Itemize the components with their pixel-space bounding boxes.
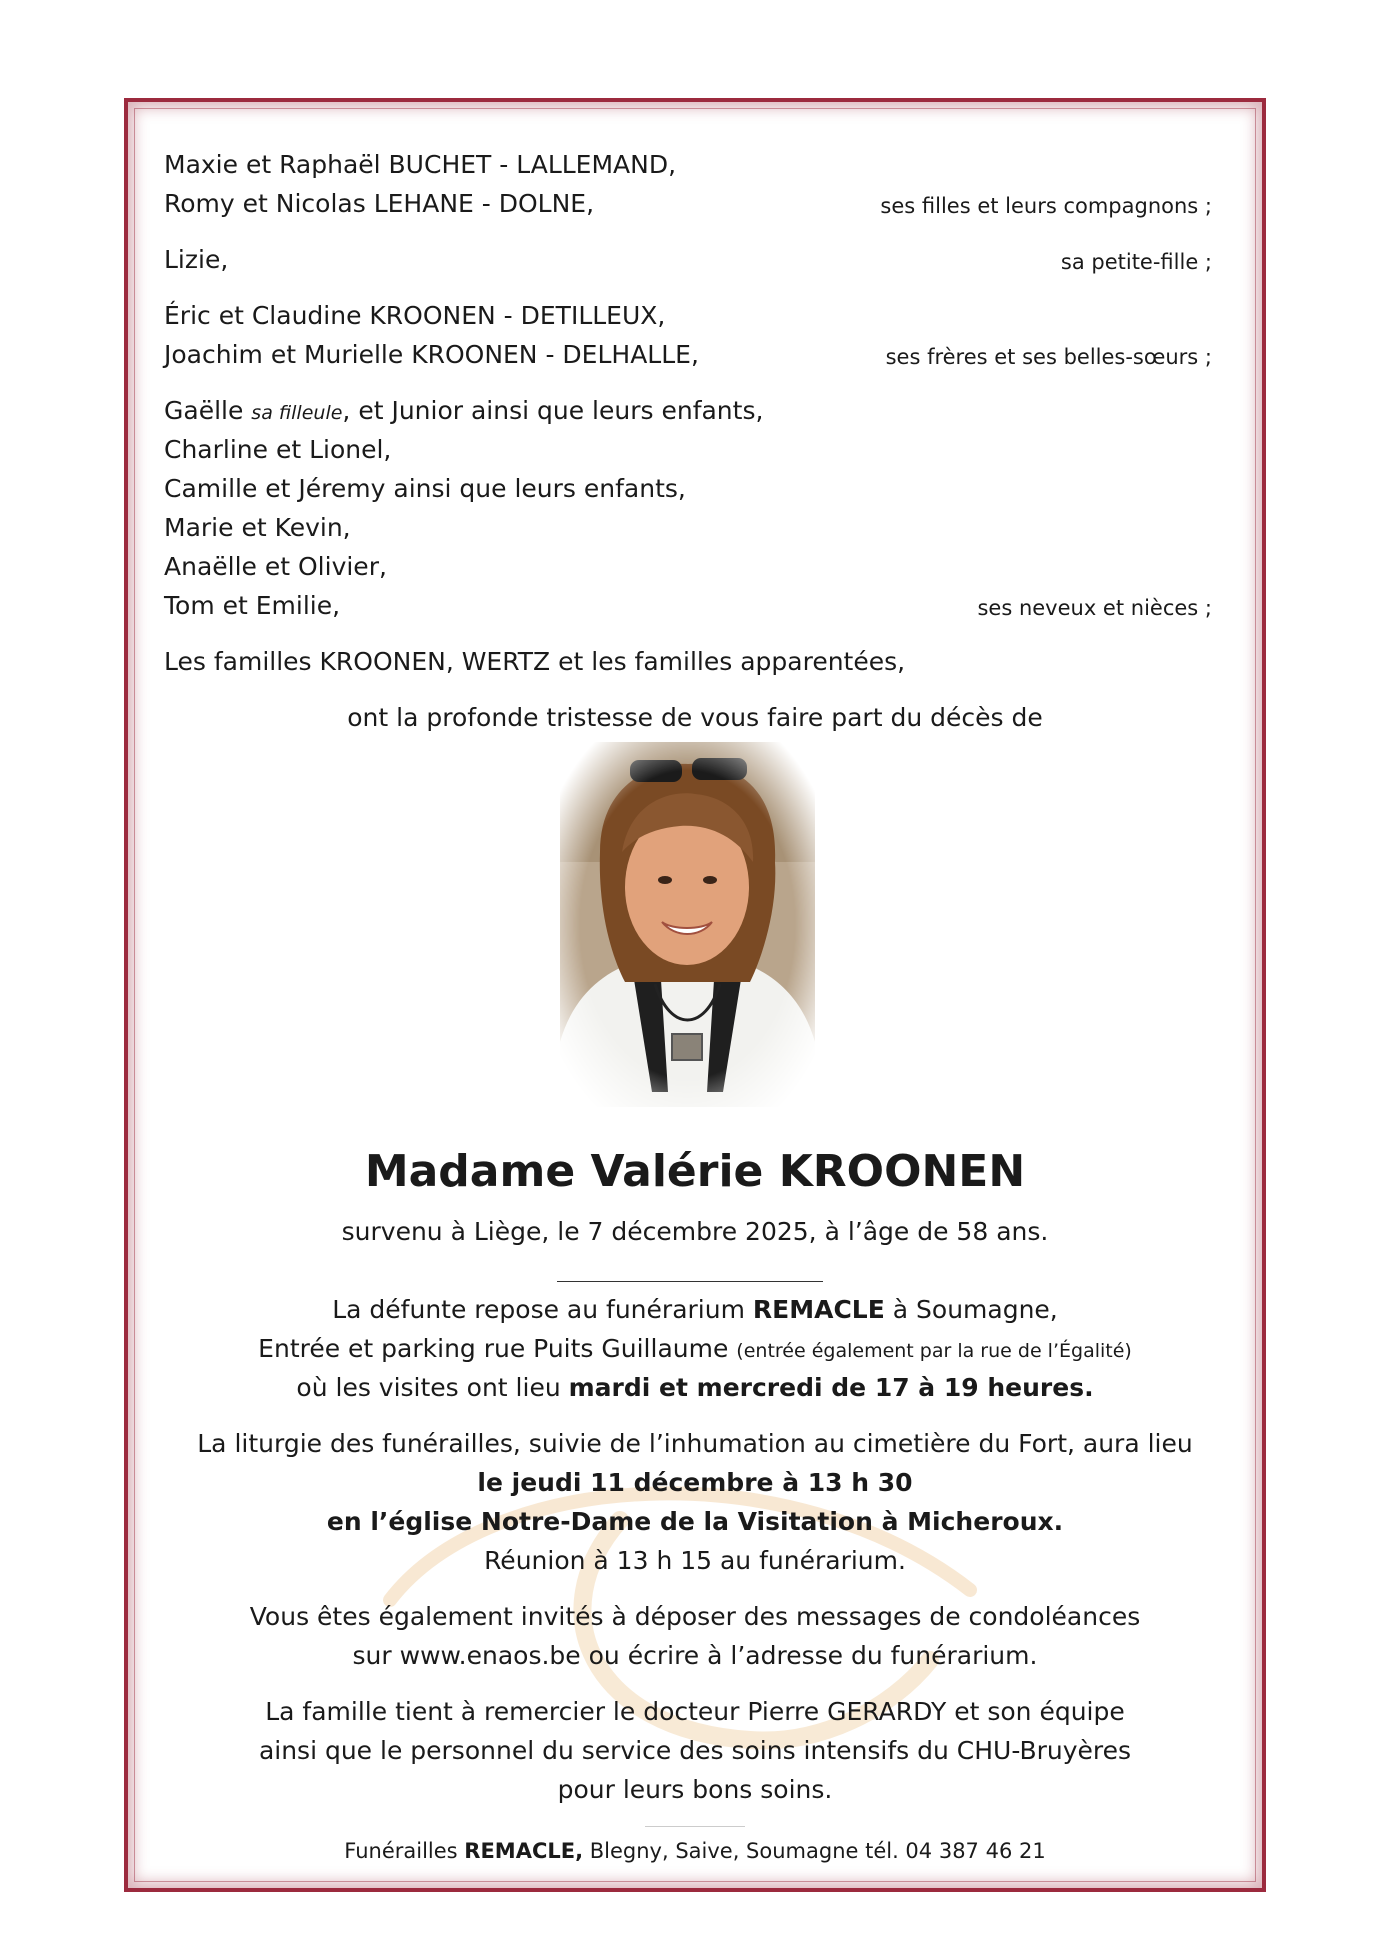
footer-funeral-home: REMACLE, bbox=[464, 1839, 584, 1863]
entrance-text: Entrée et parking rue Puits Guillaume bbox=[258, 1334, 737, 1363]
footer-text-a: Funérailles bbox=[344, 1839, 465, 1863]
separator-line bbox=[557, 1281, 823, 1282]
nephews-line-1-rest: , et Junior ainsi que leurs enfants, bbox=[342, 396, 764, 425]
nephews-role: ses neveux et nièces ; bbox=[977, 596, 1212, 620]
deceased-name: Madame Valérie KROONEN bbox=[364, 1146, 1026, 1197]
visitation-text-a: La défunte repose au funérarium bbox=[332, 1295, 753, 1324]
deceased-portrait bbox=[560, 742, 815, 1107]
nephews-line-4: Marie et Kevin, bbox=[164, 513, 351, 542]
brothers-role: ses frères et ses belles-sœurs ; bbox=[885, 345, 1212, 369]
footer-line bbox=[124, 1836, 1266, 1866]
granddaughter-line: Lizie, bbox=[164, 245, 229, 274]
other-families-line: Les familles KROONEN, WERTZ et les familles apparentées, bbox=[164, 647, 906, 676]
granddaughter-role: sa petite-fille ; bbox=[1060, 250, 1212, 274]
announcement-line: ont la profonde tristesse de vous faire part du décès de bbox=[347, 703, 1043, 732]
visits-schedule: mardi et mercredi de 17 à 19 heures. bbox=[568, 1373, 1094, 1402]
footer-text-c: Blegny, Saive, Soumagne tél. 04 387 46 21 bbox=[583, 1839, 1046, 1863]
goddaughter-note: sa filleule bbox=[251, 402, 343, 424]
entrance-note: (entrée également par la rue de l’Égalité) bbox=[736, 1340, 1132, 1362]
visits-text: où les visites ont lieu bbox=[296, 1373, 569, 1402]
funeral-line-1: La liturgie des funérailles, suivie de l’inhumation au cimetière du Fort, aura lieu bbox=[197, 1429, 1193, 1458]
brothers-line-2: Joachim et Murielle KROONEN - DELHALLE, bbox=[164, 340, 699, 369]
nephews-line-5: Anaëlle et Olivier, bbox=[164, 552, 387, 581]
thanks-line-3: pour leurs bons soins. bbox=[557, 1775, 833, 1804]
nephew-name-gaelle: Gaëlle bbox=[164, 396, 252, 425]
nephews-line-2: Charline et Lionel, bbox=[164, 435, 392, 464]
brothers-line-1: Éric et Claudine KROONEN - DETILLEUX, bbox=[164, 301, 666, 330]
footer-separator bbox=[645, 1826, 745, 1827]
condolences-line-2: sur www.enaos.be ou écrire à l’adresse du funérarium. bbox=[352, 1641, 1038, 1670]
thanks-line-1: La famille tient à remercier le docteur Pierre GERARDY et son équipe bbox=[265, 1697, 1125, 1726]
funeral-church: en l’église Notre-Dame de la Visitation à Micheroux. bbox=[326, 1507, 1064, 1536]
death-details: survenu à Liège, le 7 décembre 2025, à l’âge de 58 ans. bbox=[341, 1217, 1049, 1246]
funeral-home-name: REMACLE bbox=[752, 1295, 885, 1324]
nephews-line-6: Tom et Emilie, bbox=[164, 591, 341, 620]
visitation-line-1 bbox=[124, 1295, 1266, 1325]
visitation-text-c: à Soumagne, bbox=[884, 1295, 1058, 1324]
funeral-meeting: Réunion à 13 h 15 au funérarium. bbox=[484, 1546, 906, 1575]
portrait-illustration bbox=[560, 742, 815, 1107]
thanks-line-2: ainsi que le personnel du service des soins intensifs du CHU-Bruyères bbox=[258, 1736, 1132, 1765]
visitation-line-2 bbox=[124, 1334, 1266, 1366]
visitation-line-3 bbox=[124, 1373, 1266, 1403]
daughters-line-2: Romy et Nicolas LEHANE - DOLNE, bbox=[164, 189, 595, 218]
daughters-role: ses filles et leurs compagnons ; bbox=[880, 194, 1212, 218]
funeral-date: le jeudi 11 décembre à 13 h 30 bbox=[477, 1468, 913, 1497]
daughters-line-1: Maxie et Raphaël BUCHET - LALLEMAND, bbox=[164, 150, 677, 179]
nephews-line-3: Camille et Jéremy ainsi que leurs enfants, bbox=[164, 474, 686, 503]
condolences-line-1: Vous êtes également invités à déposer des messages de condoléances bbox=[249, 1602, 1141, 1631]
nephews-line-1 bbox=[164, 396, 763, 428]
